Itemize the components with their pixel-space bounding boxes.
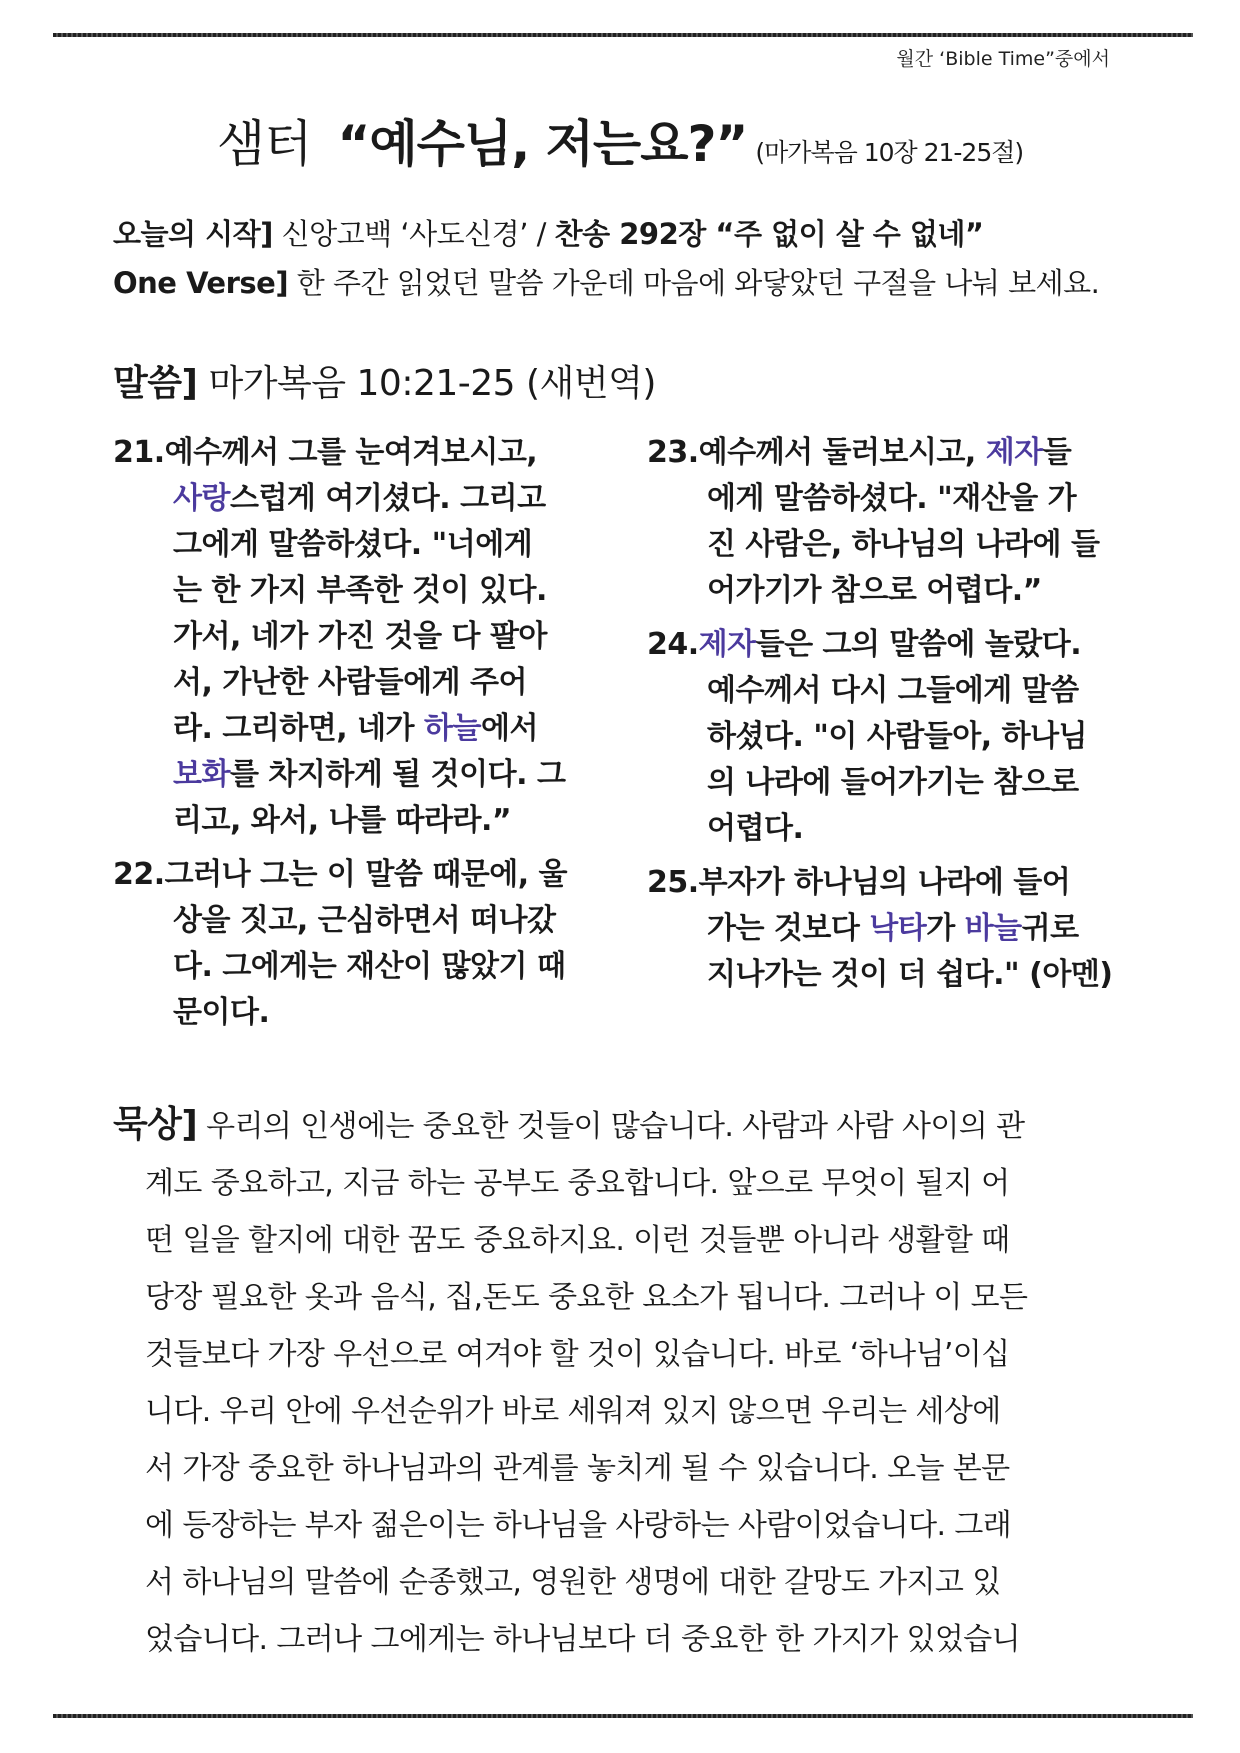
verse-text: 24. bbox=[647, 627, 699, 662]
verse-line: 다. 그에게는 재산이 많았기 때 bbox=[173, 949, 566, 984]
verse-line: 상을 짓고, 근심하면서 떠나갔 bbox=[173, 903, 556, 938]
scripture-reference: 마가복음 10:21-25 (새번역) bbox=[197, 363, 656, 404]
verse-line bbox=[647, 622, 1147, 668]
verse-line: 가서, 네가 가진 것을 다 팔아 bbox=[173, 619, 547, 654]
meditation-line: 계도 중요하고, 지금 하는 공부도 중요합니다. 앞으로 무엇이 될지 어 bbox=[145, 1166, 1010, 1201]
source-note: 월간 ‘Bible Time”중에서 bbox=[896, 48, 1110, 70]
verses-left-column bbox=[113, 430, 613, 1044]
verse-line: 22.그러나 그는 이 말씀 때문에, 울 bbox=[113, 857, 568, 892]
verse-22 bbox=[113, 852, 613, 1036]
verse-text: 가 bbox=[926, 911, 965, 946]
verse-line: 21.예수께서 그를 눈여겨보시고, bbox=[113, 435, 538, 470]
verse-line: 진 사람은, 하나님의 나라에 들 bbox=[707, 527, 1100, 562]
verse-line: 그에게 말씀하셨다. "너에게 bbox=[173, 527, 533, 562]
title-reference: (마가복음 10장 21-25절) bbox=[755, 138, 1024, 167]
verse-line bbox=[113, 752, 613, 798]
highlight-word: 바늘 bbox=[964, 911, 1022, 946]
meditation-line: 니다. 우리 안에 우선순위가 바로 세워져 있지 않으면 우리는 세상에 bbox=[145, 1394, 1001, 1429]
highlight-word: 보화 bbox=[173, 757, 230, 792]
scripture-label: 말씀] bbox=[113, 363, 198, 404]
meditation-line bbox=[113, 1096, 1133, 1155]
bottom-rule bbox=[53, 1714, 1193, 1718]
verse-line bbox=[113, 476, 613, 522]
top-rule bbox=[53, 33, 1193, 37]
verse-line bbox=[113, 706, 613, 752]
verse-line: 서, 가난한 사람들에게 주어 bbox=[173, 665, 528, 700]
meditation-section bbox=[113, 1096, 1133, 1668]
meditation-line: 서 가장 중요한 하나님과의 관계를 놓치게 될 수 있습니다. 오늘 본문 bbox=[145, 1451, 1010, 1486]
verse-line: 어렵다. bbox=[707, 811, 804, 846]
verse-line bbox=[647, 906, 1147, 952]
verse-23 bbox=[647, 430, 1147, 614]
verse-text: 가는 것보다 bbox=[707, 911, 870, 946]
verse-text: 귀로 bbox=[1021, 911, 1079, 946]
verse-line: 는 한 가지 부족한 것이 있다. bbox=[173, 573, 547, 608]
verses-right-column bbox=[647, 430, 1147, 1006]
intro-one-verse-line bbox=[113, 261, 1099, 302]
one-verse-label: One Verse] bbox=[113, 266, 289, 300]
meditation-line: 것들보다 가장 우선으로 여겨야 할 것이 있습니다. 바로 ‘하나님’이십 bbox=[145, 1337, 1010, 1372]
verse-24 bbox=[647, 622, 1147, 852]
meditation-text: 우리의 인생에는 중요한 것들이 많습니다. 사람과 사람 사이의 관 bbox=[197, 1109, 1025, 1144]
start-text: 신앙고백 ‘사도신경’ / bbox=[272, 217, 555, 251]
verse-text: 스럽게 여기셨다. 그리고 bbox=[229, 481, 546, 516]
page-title bbox=[0, 104, 1240, 176]
meditation-line: 었습니다. 그러나 그에게는 하나님보다 더 중요한 한 가지가 있었습니 bbox=[145, 1622, 1021, 1657]
verse-line: 예수께서 다시 그들에게 말씀 bbox=[707, 673, 1079, 708]
highlight-word: 하늘 bbox=[424, 711, 481, 746]
highlight-word: 제자 bbox=[698, 627, 756, 662]
verse-line: 에게 말씀하셨다. "재산을 가 bbox=[707, 481, 1077, 516]
verse-text: 에서 bbox=[480, 711, 538, 746]
meditation-line: 서 하나님의 말씀에 순종했고, 영원한 생명에 대한 갈망도 가지고 있 bbox=[145, 1565, 1001, 1600]
verse-text: 들은 그의 말씀에 놀랐다. bbox=[755, 627, 1082, 662]
verse-line bbox=[647, 430, 1147, 476]
title-main: 샘터 bbox=[216, 115, 312, 173]
meditation-label: 묵상] bbox=[113, 1104, 198, 1145]
verse-text: 를 차지하게 될 것이다. 그 bbox=[229, 757, 566, 792]
verse-text: 23.예수께서 둘러보시고, bbox=[647, 435, 986, 470]
highlight-word: 낙타 bbox=[869, 911, 927, 946]
intro-start-line bbox=[113, 212, 984, 253]
hymn-text: 찬송 292장 “주 없이 살 수 없네” bbox=[554, 217, 984, 251]
verse-line: 리고, 와서, 나를 따라라.” bbox=[173, 803, 512, 838]
meditation-line: 당장 필요한 옷과 음식, 집,돈도 중요한 요소가 됩니다. 그러나 이 모든 bbox=[145, 1280, 1028, 1315]
verse-line: 25.부자가 하나님의 나라에 들어 bbox=[647, 865, 1071, 900]
meditation-line: 떤 일을 할지에 대한 꿈도 중요하지요. 이런 것들뿐 아니라 생활할 때 bbox=[145, 1223, 1010, 1258]
verse-21 bbox=[113, 430, 613, 844]
highlight-word: 사랑 bbox=[173, 481, 230, 516]
verse-text: 라. 그리하면, 네가 bbox=[173, 711, 424, 746]
start-label: 오늘의 시작] bbox=[113, 217, 273, 251]
verse-text: 들 bbox=[1042, 435, 1072, 470]
title-quote: “예수님, 저는요?” bbox=[337, 115, 748, 173]
verse-line: 어가기가 참으로 어렵다.” bbox=[707, 573, 1042, 608]
verse-line: 지나가는 것이 더 쉽다." (아멘) bbox=[707, 957, 1113, 992]
meditation-line: 에 등장하는 부자 젊은이는 하나님을 사랑하는 사람이었습니다. 그래 bbox=[145, 1508, 1012, 1543]
verse-line: 문이다. bbox=[173, 995, 270, 1030]
scripture-heading bbox=[113, 355, 656, 406]
highlight-word: 제자 bbox=[985, 435, 1043, 470]
verse-line: 하셨다. "이 사람들아, 하나님 bbox=[707, 719, 1088, 754]
verse-line: 의 나라에 들어가기는 참으로 bbox=[707, 765, 1079, 800]
verse-25 bbox=[647, 860, 1147, 998]
one-verse-text: 한 주간 읽었던 말씀 가운데 마음에 와닿았던 구절을 나눠 보세요. bbox=[288, 266, 1100, 300]
